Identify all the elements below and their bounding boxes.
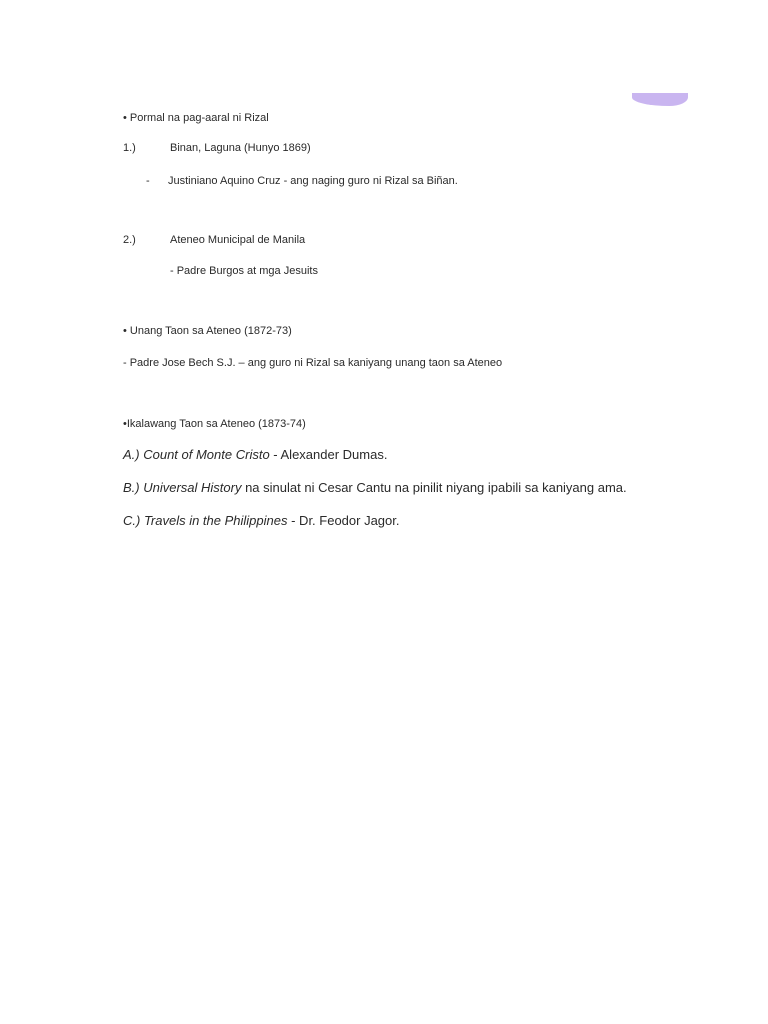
book-item-c	[123, 513, 400, 529]
list-item-2	[123, 233, 305, 247]
book-item-a-title: A.) Count of Monte Cristo	[123, 447, 270, 462]
list-item-1-number: 1.)	[123, 142, 136, 154]
list-item-1-subitem-text: Justiniano Aquino Cruz - ang naging guro ni Rizal sa Biñan.	[168, 175, 458, 187]
heading-ikalawang-taon: •Ikalawang Taon sa Ateneo (1873-74)	[123, 418, 306, 430]
book-item-c-rest: - Dr. Feodor Jagor.	[287, 513, 400, 528]
list-item-1	[123, 141, 311, 155]
heading-unang-taon-subitem: - Padre Jose Bech S.J. – ang guro ni Rizal sa kaniyang unang taon sa Ateneo	[123, 357, 503, 369]
list-item-1-text: Binan, Laguna (Hunyo 1869)	[170, 142, 311, 154]
book-item-a	[123, 447, 387, 463]
book-item-b-rest: na sinulat ni Cesar Cantu na pinilit niyang ipabili sa kaniyang ama.	[241, 480, 627, 495]
list-item-2-subitem: - Padre Burgos at mga Jesuits	[170, 265, 318, 277]
book-item-a-rest: - Alexander Dumas.	[269, 447, 388, 462]
heading-unang-taon: • Unang Taon sa Ateneo (1872-73)	[123, 325, 292, 337]
list-item-1-subitem-marker: -	[146, 175, 150, 187]
list-item-2-text: Ateneo Municipal de Manila	[170, 234, 306, 246]
corner-decoration-shape	[632, 93, 688, 106]
book-item-c-title: C.) Travels in the Philippines	[123, 513, 288, 528]
book-item-b	[123, 480, 627, 496]
list-item-1-subitem	[146, 174, 458, 188]
book-item-b-title: B.) Universal History	[123, 480, 242, 495]
heading-pormal-na-pag-aaral: • Pormal na pag-aaral ni Rizal	[123, 112, 269, 124]
list-item-2-number: 2.)	[123, 234, 136, 246]
